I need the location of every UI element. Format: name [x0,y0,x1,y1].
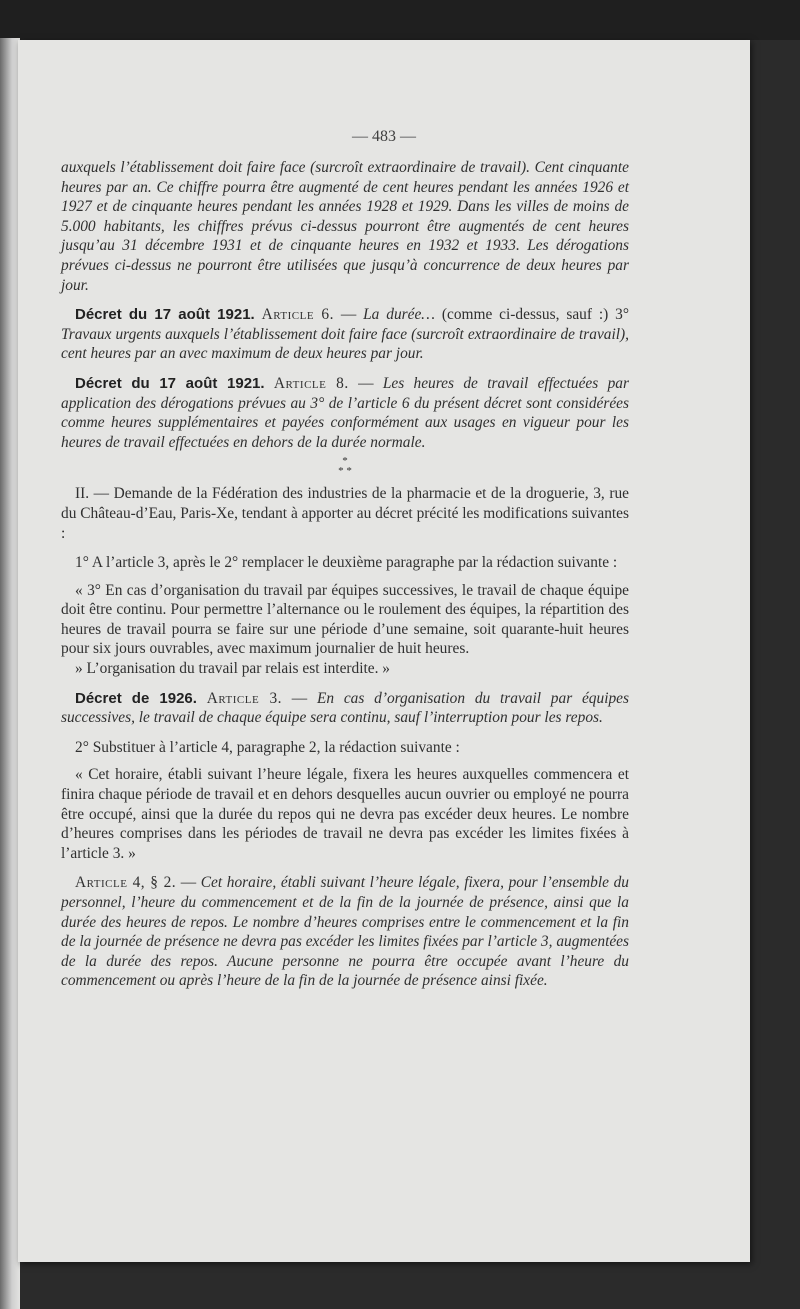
dash: — [282,689,317,707]
article-label: Article 4, § 2. [75,874,177,892]
article-label: Article 8. [273,374,349,392]
article-label: Article 6. [261,306,334,324]
modification-2: 2° Substituer à l’article 4, paragraphe 2, la rédaction suivante : [75,738,460,756]
modification-1: 1° A l’article 3, après le 2° remplacer le deuxième paragraphe par la rédaction suivante : [75,554,618,572]
quoted-article-4: « Cet horaire, établi suivant l’heure légale, fixera les heures auxquelles commencera et finira chaque période de travail et en dehors desquelles aucun ouvrier ou employé ne pourra être occupé, ainsi que la durée du repos qui ne devra pas excéder deux heures. Le nombre d’heures comprises dans les périodes de travail ne devra pas excéder les limites fixées à l’article 3. » [61,766,629,862]
dash: — [176,874,201,892]
decree-1921-article-6 [61,305,629,364]
section-ii-request: II. — Demande de la Fédération des industries de la pharmacie et de la droguerie, 3, rue du Château-d’Eau, Paris-Xe, tendant à apporter au décret précité les modifications suivantes : [61,485,629,542]
page-body [61,158,629,991]
decree-title: Décret du 17 août 1921. [75,306,255,324]
quoted-relais: » L’organisation du travail par relais est interdite. » [75,660,390,678]
decree-body: Travaux urgents auxquels l’établissement doit faire face (surcroît extraordinaire de travail), cent heures par an avec maximum de deux heures par jour. [61,325,629,363]
article-body: Cet horaire, établi suivant l’heure légale, fixera, pour l’ensemble du personnel, l’heure du commencement et de la fin de la journée de présence, ainsi que la durée des heures de repos. Le nombre d’heures comprises entre le commencement et la fin de la journée de présence ne devra pas excéder les limites fixées par l’article 3, augmentées de la durée des repos. Aucune personne ne pourra être occupée avant l’heure du commencement ou après l’heure de la fin de la journée de présence ainsi fixée. [61,874,629,990]
paragraph-continuation: auxquels l’établissement doit faire face (surcroît extraordinaire de travail). Cent cinquante heures par an. Ce chiffre pourra être augmenté de cent heures pendant les années 1926 et 1927 et de cinquante heures pendant les années 1928 et 1929. Dans les villes de moins de 5.000 habitants, les chiffres prévus ci-dessus pourront être augmentés de cent heures jusqu’au 31 décembre 1931 et de cinquante heures en 1932 et 1933. Les dérogations prévues ci-dessus ne pourront être utilisées que jusqu’à concurrence de deux heures par jour. [61,159,629,294]
decree-title: Décret de 1926. [75,689,197,707]
decree-body: En cas d’organisation du travail par équipes successives, le travail de chaque équipe sera continu, sauf l’interruption pour les repos. [61,689,629,727]
adjacent-page-edge [0,38,20,1309]
document-page [18,40,750,1262]
asterism-top: * [342,455,348,468]
scan-background-top [0,0,800,40]
article-label: Article 3. [206,689,282,707]
section-separator-asterisks [61,456,629,476]
decree-title: Décret du 17 août 1921. [75,374,265,392]
asterism-bottom: * * [338,465,352,478]
decree-lead-italic: La durée… [363,306,435,324]
decree-lead-plain: (comme ci-dessus, sauf :) 3° [435,306,629,324]
article-4-section-2 [61,873,629,991]
dash: — [348,374,383,392]
quoted-article-3: « 3° En cas d’organisation du travail par équipes successives, le travail de chaque équipe doit être continu. Pour permettre l’alternance ou le roulement des équipes, la répartition des heures de travail pourra se faire sur une période d’une semaine, soit quarante-huit heures pour six jours ouvrables, avec maximum journalier de huit heures. [61,581,629,658]
page-number: — 483 — [352,128,416,145]
decree-1921-article-8 [61,374,629,452]
decree-1926-article-3 [61,689,629,728]
dash: — [333,306,364,324]
decree-body: Les heures de travail effectuées par application des dérogations prévues au 3° de l’article 6 du présent décret sont considérées comme heures supplémentaires et payées conformément aux usages en vigueur pour les heures de travail effectuées en dehors de la durée normale. [61,374,629,451]
